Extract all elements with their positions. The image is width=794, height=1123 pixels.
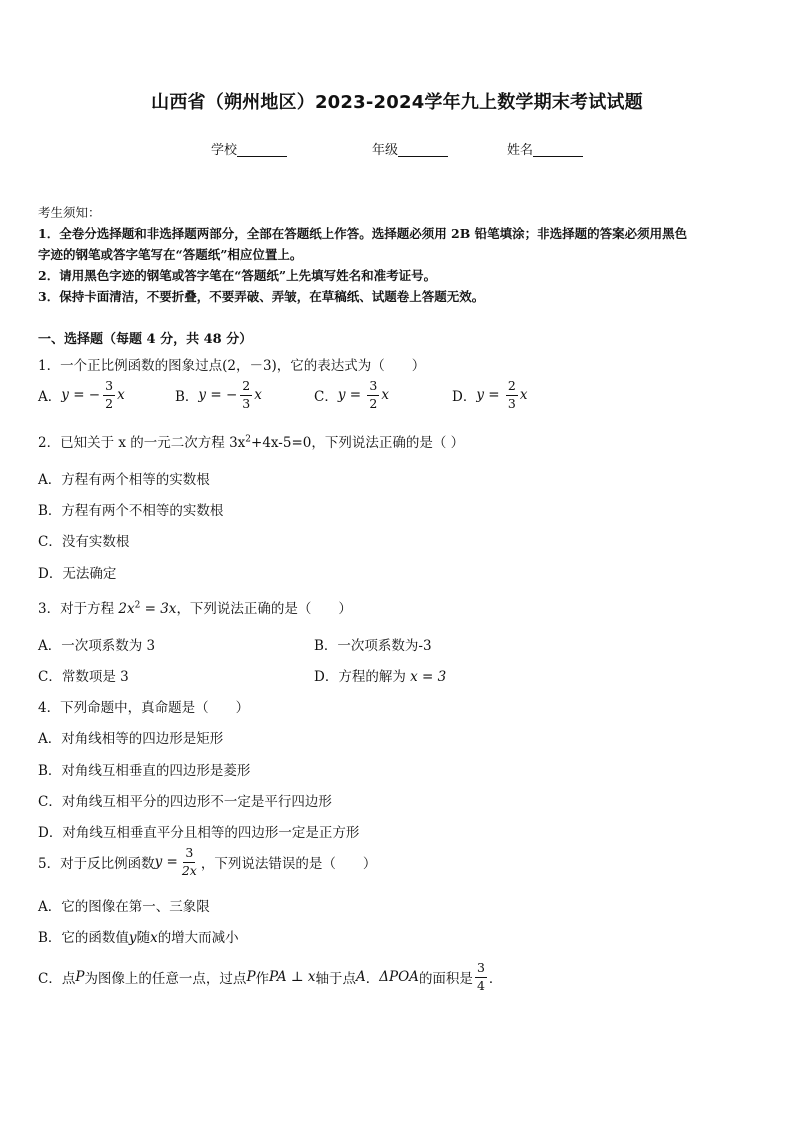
question-3-option-c: C．常数项是 3 <box>38 669 129 685</box>
name-field <box>507 139 583 158</box>
numerator: 3 <box>367 380 379 396</box>
question-2-option-b: B．方程有两个不相等的实数根 <box>38 503 224 519</box>
math-minus: − <box>225 387 238 403</box>
option-text: C．点 <box>38 971 76 987</box>
question-3-option-a: A．一次项系数为 3 <box>38 638 156 654</box>
math-minus: − <box>88 387 101 403</box>
question-5-option-b <box>38 926 239 946</box>
numerator: 3 <box>103 380 115 396</box>
math-expression: = 3x <box>140 601 177 617</box>
stem-text: 3．对于方程 <box>38 601 115 617</box>
question-2-option-a: A．方程有两个相等的实数根 <box>38 472 210 488</box>
school-blank <box>237 142 287 157</box>
option-text: D．方程的解为 <box>314 669 406 685</box>
question-4-option-d: D．对角线互相垂直平分且相等的四边形一定是正方形 <box>38 825 360 841</box>
denominator: 4 <box>476 977 485 993</box>
grade-field <box>372 139 448 158</box>
question-2-stem <box>38 431 464 451</box>
notice-line-2: 2．请用黑色字迹的钢笔或答字笔在“答题纸”上先填写姓名和准考证号。 <box>38 268 437 283</box>
notice-line-3: 3．保持卡面清洁，不要折叠，不要弄破、弄皱，在草稿纸、试题卷上答题无效。 <box>38 289 485 304</box>
math-p: P <box>75 969 85 985</box>
superscript: 2 <box>245 434 252 445</box>
stem-text: 2．已知关于 x 的一元二次方程 3x <box>38 435 246 451</box>
option-text: 的增大而减小 <box>157 930 239 946</box>
option-text: 作 <box>255 971 270 987</box>
math-x: x <box>381 387 389 403</box>
math-y: y <box>476 387 484 403</box>
fraction <box>180 847 199 877</box>
math-expression: ΔPOA <box>379 969 419 985</box>
stem-text: ，下列说法正确的是（ ） <box>176 601 352 617</box>
notice-line-1b: 字迹的钢笔或答字笔写在“答题纸”相应位置上。 <box>38 247 303 262</box>
fraction <box>240 380 252 410</box>
numerator: 2 <box>240 380 252 396</box>
question-4-option-a: A．对角线相等的四边形是矩形 <box>38 731 224 747</box>
math-x: x <box>150 930 158 946</box>
question-4-option-b: B．对角线互相垂直的四边形是菱形 <box>38 763 251 779</box>
numerator: 3 <box>183 847 195 863</box>
question-1-option-d <box>452 380 527 410</box>
stem-text: +4x-5=0，下列说法正确的是（ ） <box>251 435 465 451</box>
option-text: 为图像上的任意一点，过点 <box>84 971 247 987</box>
superscript: 2 <box>134 600 141 611</box>
question-2-option-d: D．无法确定 <box>38 566 117 582</box>
math-expression: x = 3 <box>410 669 447 685</box>
question-1-option-c <box>314 380 389 410</box>
option-text: 的面积是 <box>418 971 473 987</box>
question-3-option-b: B．一次项系数为-3 <box>314 638 432 654</box>
option-label: D． <box>452 389 477 405</box>
denominator: 3 <box>507 395 516 411</box>
fraction <box>103 380 115 410</box>
math-y: y <box>61 387 69 403</box>
grade-blank <box>398 142 448 157</box>
numerator: 3 <box>475 962 487 978</box>
option-text: ． <box>365 971 380 987</box>
option-text: 随 <box>136 930 151 946</box>
section-heading: 一、选择题（每题 4 分，共 48 分） <box>38 332 253 347</box>
question-5-stem <box>38 847 376 877</box>
page-title: 山西省（朔州地区）2023-2024学年九上数学期末考试试题 <box>151 92 643 113</box>
math-y: y <box>198 387 207 403</box>
option-text: 轴于点 <box>315 971 357 987</box>
notice-line-1a: 1．全卷分选择题和非选择题两部分，全部在答题纸上作答。选择题必须用 2B 铅笔填涂；非选择题的答案必须用黑色 <box>38 226 688 241</box>
question-5-option-a: A．它的图像在第一、三象限 <box>38 899 210 915</box>
question-1-option-b <box>175 380 262 410</box>
stem-text: 5．对于反比例函数 <box>38 856 155 872</box>
option-label: B． <box>175 389 199 405</box>
math-x: x <box>254 387 262 403</box>
math-p: P <box>246 969 256 985</box>
denominator: 2 <box>369 395 378 411</box>
numerator: 2 <box>506 380 518 396</box>
question-1-stem: 1．一个正比例函数的图象过点(2，－3)，它的表达式为（ ） <box>38 358 426 374</box>
question-2-option-c: C．没有实数根 <box>38 534 130 550</box>
math-x: x <box>117 387 125 403</box>
option-label: C． <box>314 389 338 405</box>
math-expression: PA ⊥ x <box>269 969 316 985</box>
question-1-option-a <box>38 380 125 410</box>
question-4-option-c: C．对角线互相平分的四边形不一定是平行四边形 <box>38 794 332 810</box>
math-expression: 2x <box>118 601 135 617</box>
math-y: y <box>128 930 137 946</box>
school-field <box>211 139 287 158</box>
math-eq: = <box>349 387 362 403</box>
name-blank <box>533 142 583 157</box>
notice-heading: 考生须知： <box>38 205 101 220</box>
option-text: B．它的函数值 <box>38 930 129 946</box>
denominator: 2x <box>181 862 197 878</box>
question-4-stem: 4．下列命题中，真命题是（ ） <box>38 700 250 716</box>
math-eq: = <box>488 387 500 403</box>
fraction <box>367 380 379 410</box>
option-label: A． <box>38 389 62 405</box>
math-x: x <box>519 387 528 403</box>
name-label: 姓名 <box>507 143 534 158</box>
stem-text: ，下列说法错误的是（ ） <box>200 856 377 872</box>
question-3-option-d <box>314 665 446 685</box>
grade-label: 年级 <box>372 143 399 158</box>
question-5-option-c <box>38 962 502 992</box>
fraction <box>475 962 487 992</box>
school-label: 学校 <box>211 143 238 158</box>
denominator: 3 <box>242 395 251 411</box>
fraction <box>506 380 518 410</box>
math-y: y <box>337 387 346 403</box>
math-eq: = <box>73 387 85 403</box>
question-3-stem <box>38 597 352 617</box>
option-text: ． <box>488 971 503 987</box>
denominator: 2 <box>105 395 114 411</box>
math-eq: = <box>210 387 222 403</box>
math-expression: y = <box>154 854 178 870</box>
math-a: A <box>356 969 366 985</box>
